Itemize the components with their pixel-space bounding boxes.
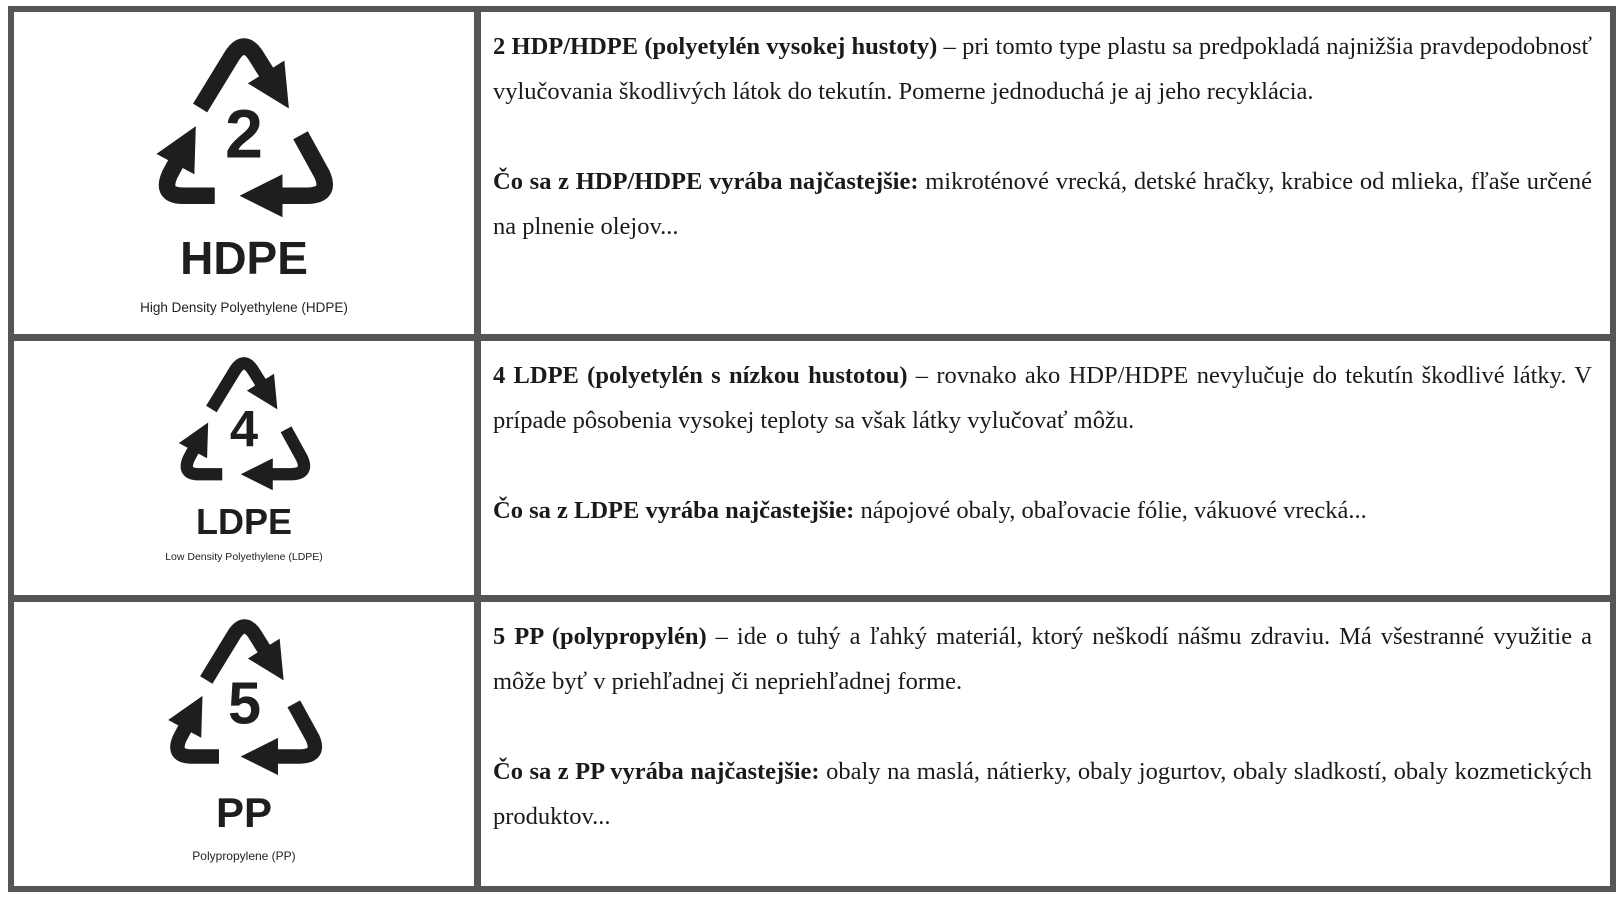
icon-cell-hdpe (14, 12, 474, 334)
usage-paragraph (493, 488, 1592, 533)
text-cell-ldpe (481, 341, 1610, 595)
resin-full-name: Polypropylene (PP) (192, 849, 296, 863)
usage-heading: Čo sa z PP vyrába najčastejšie: (493, 758, 820, 785)
plastic-description: – pri tomto type plastu sa predpokladá najnižšia pravdepodobnosť vylučovania škodlivých látok do tekutín. Pomerne jednoduchá je aj jeho recyklácia. (493, 33, 1592, 105)
usage-text: nápojové obaly, obaľovacie fólie, vákuové vrecká... (854, 497, 1367, 524)
usage-paragraph (493, 749, 1592, 839)
text-cell-hdpe (481, 12, 1610, 334)
usage-text: mikroténové vrecká, detské hračky, krabice od mlieka, fľaše určené na plnenie olejov... (493, 168, 1592, 240)
plastic-description: – rovnako ako HDP/HDPE nevylučuje do tekutín škodlivé látky. V prípade pôsobenia vysokej teploty sa však látky vylučovať môžu. (493, 362, 1592, 434)
resin-full-name: Low Density Polyethylene (LDPE) (165, 551, 323, 563)
recycling-triangle-icon (144, 30, 344, 225)
usage-paragraph (493, 159, 1592, 249)
description-paragraph (493, 353, 1592, 443)
recycling-triangle-icon (157, 612, 332, 782)
text-cell-pp (481, 602, 1610, 886)
resin-code: PP (215, 789, 273, 836)
icon-cell-pp (14, 602, 474, 886)
resin-number: 4 (229, 399, 259, 457)
icon-cell-ldpe (14, 341, 474, 595)
description-paragraph (493, 24, 1592, 114)
description-paragraph (493, 614, 1592, 704)
usage-heading: Čo sa z LDPE vyrába najčastejšie: (493, 497, 855, 524)
plastic-heading: 2 HDP/HDPE (polyetylén vysokej hustoty) (493, 33, 938, 60)
plastic-heading: 5 PP (polypropylén) (493, 623, 707, 650)
resin-full-name: High Density Polyethylene (HDPE) (140, 300, 348, 315)
resin-code: HDPE (180, 232, 308, 284)
plastic-description: – ide o tuhý a ľahký materiál, ktorý neškodí nášmu zdraviu. Má všestranné využitie a môže byť v priehľadnej či nepriehľadnej forme. (493, 623, 1592, 695)
resin-number: 2 (225, 96, 263, 173)
plastic-heading: 4 LDPE (polyetylén s nízkou hustotou) (493, 362, 908, 389)
usage-heading: Čo sa z HDP/HDPE vyrába najčastejšie: (493, 168, 919, 195)
resin-code: LDPE (195, 501, 292, 542)
usage-text: obaly na maslá, nátierky, obaly jogurtov, obaly sladkostí, obaly kozmetických produktov... (493, 758, 1592, 830)
plastics-table (8, 6, 1616, 892)
recycling-triangle-icon (169, 351, 319, 496)
resin-number: 5 (227, 669, 261, 737)
